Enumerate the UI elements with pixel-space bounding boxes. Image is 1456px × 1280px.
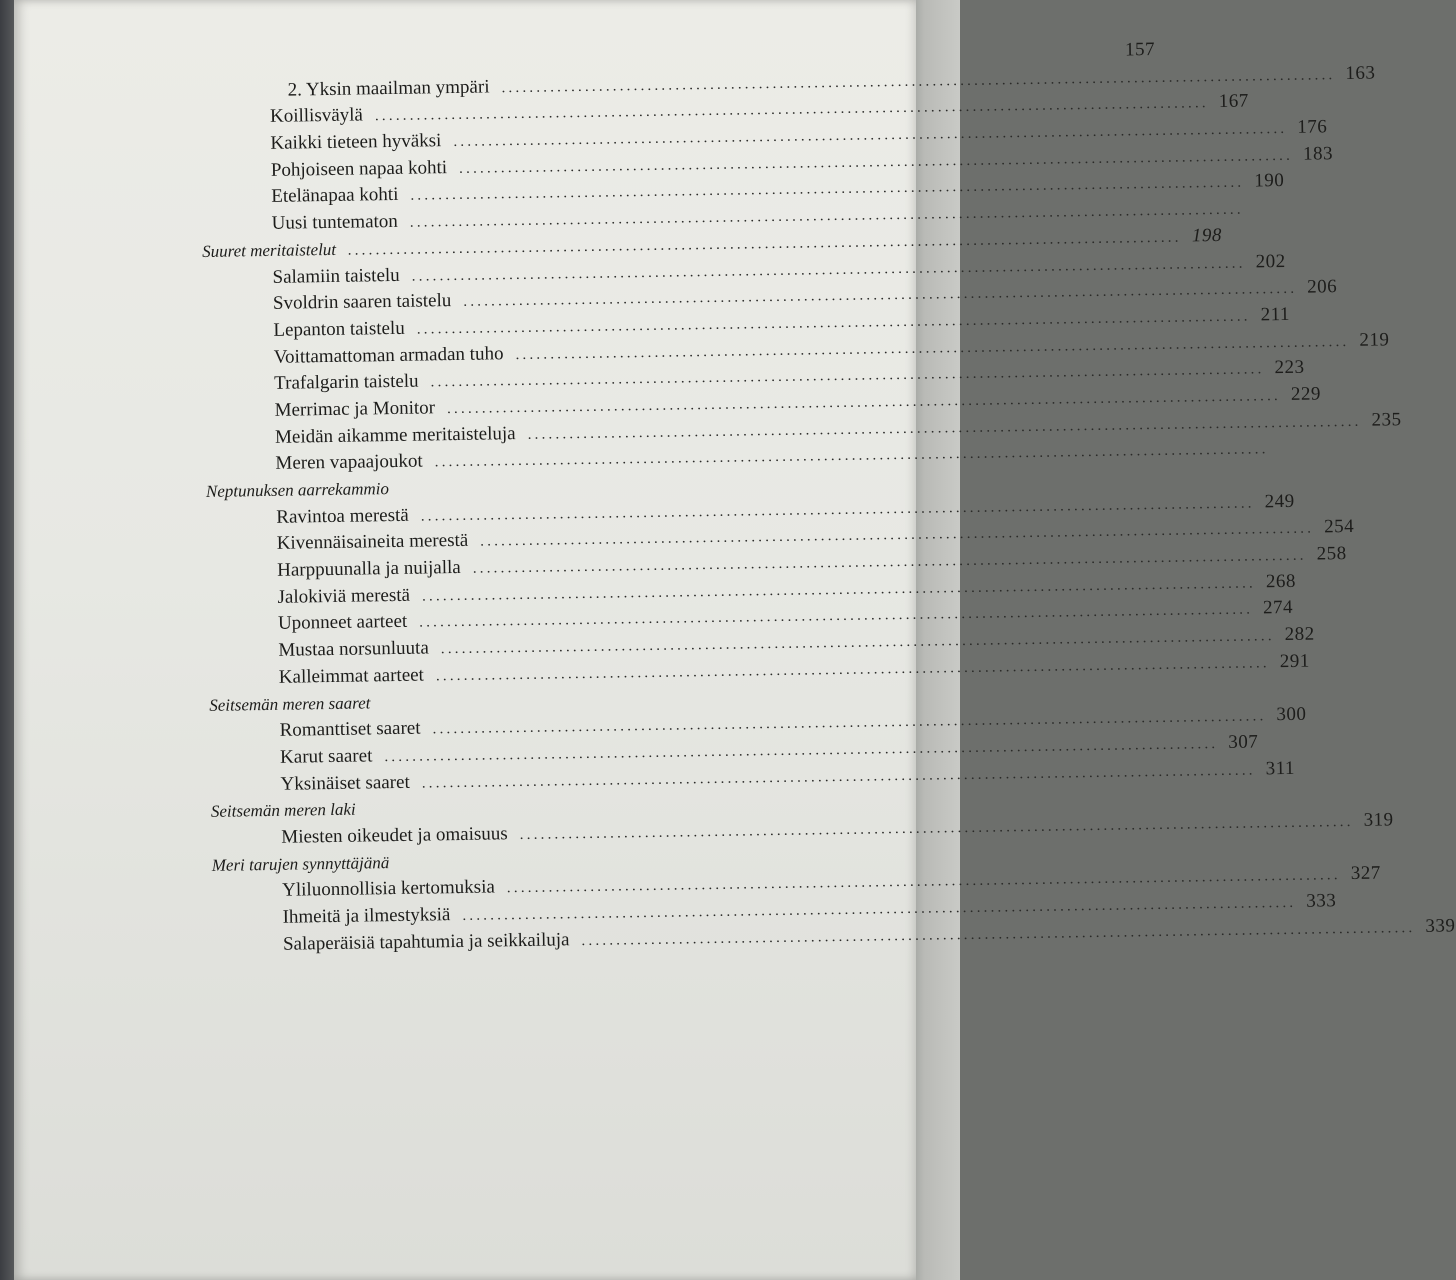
page-number: 282	[1284, 623, 1315, 646]
page-number: 167	[1218, 90, 1249, 113]
dot-leader	[401, 489, 734, 494]
entry-title: Ihmeitä ja ilmestyksiä	[282, 904, 451, 928]
page-number: 223	[1274, 356, 1305, 379]
page-number: 254	[1323, 516, 1355, 538]
entry-title: Etelänapaa kohti	[271, 184, 399, 208]
entry-title: Trafalgarin taistelu	[274, 370, 419, 395]
page-number	[747, 701, 799, 702]
entry-title: Harppuunalla ja nuijalla	[276, 557, 461, 581]
page-number: 291	[1279, 650, 1310, 672]
dot-leader: ........................................................................................................................	[384, 735, 1219, 766]
dot-leader: ........................................................................................................................	[458, 147, 1294, 177]
section-title: Seitsemän meren saaret	[209, 692, 371, 715]
dot-leader: ........................................................................................................................	[527, 413, 1362, 443]
entry-title: Yliluonnollisia kertomuksia	[282, 876, 496, 902]
entry-title: Svoldrin saaren taistelu	[272, 290, 452, 315]
page-number: 327	[1350, 862, 1381, 885]
dot-leader: ........................................................................................................................	[411, 255, 1246, 285]
dot-leader: ........................................................................................................................	[501, 66, 1336, 96]
entry-title: Romanttiset saaret	[279, 717, 421, 742]
dot-leader: ........................................................................................................................	[347, 229, 1183, 259]
page-number: 183	[1302, 142, 1334, 165]
dot-leader: ........................................................................................................................	[506, 867, 1341, 897]
section-title: Seitsemän meren laki	[210, 799, 356, 822]
dot-leader: ........................................................................................................................	[581, 919, 1416, 949]
dot-leader: ........................................................................................................................	[434, 441, 1269, 471]
dot-leader: ........................................................................................................................	[462, 894, 1297, 924]
entry-title: Voittamattoman armadan tuho	[273, 342, 504, 368]
dot-leader: ........................................................................................................................	[446, 387, 1282, 418]
page-number	[744, 488, 796, 489]
page-number: 339	[1425, 915, 1456, 937]
section-title: Neptunuksen aarrekammio	[205, 479, 390, 501]
entry-title: Ravintoa merestä	[276, 504, 409, 528]
page-number: 163	[1345, 62, 1376, 84]
dot-leader: ........................................................................................................................	[420, 495, 1255, 525]
page-number: 274	[1262, 597, 1294, 619]
page-number: 198	[1191, 224, 1223, 247]
page-number: 333	[1306, 890, 1337, 912]
entry-title: Uusi tuntematon	[271, 211, 398, 235]
dot-leader: ........................................................................................................................	[453, 120, 1288, 151]
page-number: 157	[1124, 38, 1156, 61]
entry-title: Salaperäisiä tapahtumia ja seikkailuja	[282, 928, 570, 955]
entry-title: Yksinäiset saaret	[280, 771, 410, 795]
page-number	[750, 861, 802, 862]
dot-leader: ........................................................................................................................	[432, 708, 1267, 738]
dot-leader: ........................................................................................................................	[472, 547, 1307, 577]
dot-leader: ........................................................................................................................	[409, 201, 1244, 231]
dot-leader: ........................................................................................................................	[419, 601, 1254, 632]
page-number: 268	[1265, 570, 1297, 593]
page-number: 206	[1307, 276, 1338, 298]
entry-title: Lepanton taistelu	[273, 317, 405, 341]
dot-leader: ........................................................................................................................	[410, 175, 1245, 205]
dot-leader: ........................................................................................................................	[435, 655, 1270, 685]
page-number: 307	[1228, 731, 1259, 753]
entry-title: Merrimac ja Monitor	[274, 397, 436, 421]
dot-leader: ........................................................................................................................	[430, 361, 1265, 391]
dot-leader	[382, 702, 737, 708]
page-number: 300	[1276, 703, 1307, 726]
entry-title: Kalleimmat aarteet	[278, 664, 425, 688]
entry-title: Mustaa norsunluuta	[278, 637, 429, 661]
dot-leader: ........................................................................................................................	[480, 520, 1315, 551]
entry-title: 2. Yksin maailman ympäri	[287, 76, 490, 101]
page-number: 229	[1290, 383, 1322, 405]
entry-title: Jalokiviä merestä	[277, 584, 411, 608]
dot-leader	[401, 862, 739, 867]
page-number: 319	[1363, 809, 1394, 831]
page-number: 311	[1265, 757, 1296, 779]
section-title: Meri tarujen synnyttäjänä	[211, 852, 390, 875]
dot-leader: ........................................................................................................................	[421, 575, 1257, 605]
entry-title: Pohjoiseen napaa kohti	[270, 156, 448, 181]
entry-title: Miesten oikeudet ja omaisuus	[281, 823, 508, 848]
entry-title: Meren vapaajoukot	[275, 450, 423, 475]
dot-leader: ........................................................................................................................	[416, 308, 1251, 338]
page-number	[749, 808, 801, 809]
dot-leader: ........................................................................................................................	[440, 628, 1275, 658]
dot-leader: ........................................................................................................................	[421, 762, 1256, 792]
dot-leader	[368, 809, 739, 815]
entry-title: Karut saaret	[279, 745, 373, 768]
dot-leader: ........................................................................................................................	[463, 280, 1298, 311]
dot-leader: ........................................................................................................................	[515, 333, 1350, 363]
book-page	[14, 0, 1456, 1280]
dot-leader: ........................................................................................................................	[519, 813, 1354, 843]
entry-title: Kaikki tieteen hyväksi	[270, 130, 442, 154]
section-title: Suuret meritaistelut	[201, 239, 337, 261]
entry-title: Koillisväylä	[269, 104, 364, 128]
entry-title: Salamiin taistelu	[272, 264, 400, 288]
page-number: 176	[1297, 116, 1328, 138]
page-number: 219	[1359, 328, 1390, 351]
entry-title: Kivennäisaineita merestä	[276, 530, 469, 555]
dot-leader: ........................................................................................................................	[374, 95, 1209, 125]
page-number: 258	[1316, 543, 1347, 565]
entry-title: Uponneet aarteet	[277, 611, 408, 635]
page-number: 235	[1371, 408, 1402, 431]
table-of-contents	[199, 38, 1456, 960]
page-number: 202	[1255, 250, 1286, 272]
entry-title: Meidän aikamme meritaisteluja	[274, 422, 516, 448]
page-number: 190	[1254, 170, 1285, 192]
page-number: 249	[1264, 490, 1295, 513]
page-number: 211	[1260, 303, 1291, 326]
